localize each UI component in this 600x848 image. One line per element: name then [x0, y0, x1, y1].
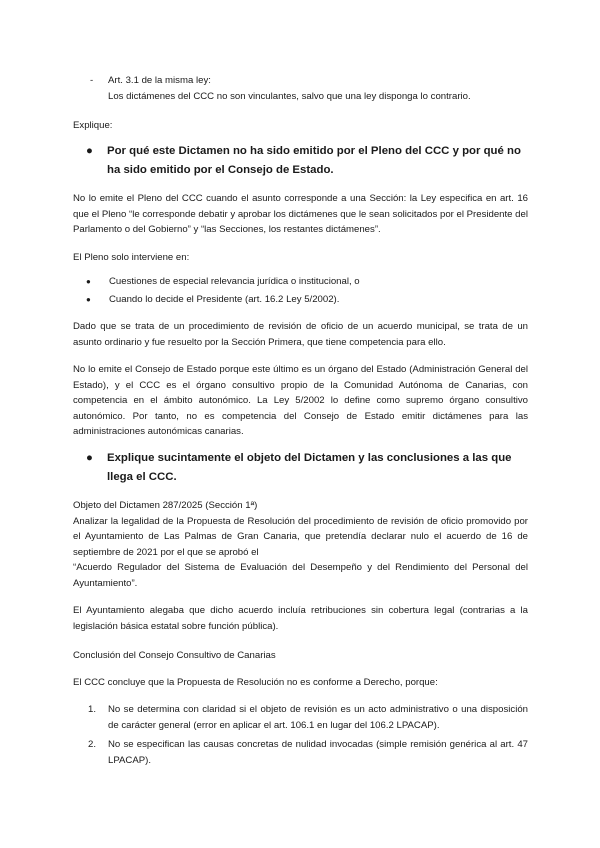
answer-1-paragraph-2: El Pleno solo interviene en:	[73, 252, 190, 263]
answer-1-paragraph-4: No lo emite el Consejo de Estado porque este último es un órgano del Estado (Administración General del Estado), y el CCC es el órgano consultivo propio de la Comunidad Autónoma de Canarias, con competencia en el ámbito autonómico. La Ley 5/2002 lo define como supremo órgano consultivo autonómico. Por tanto, no es competencia del Consejo de Estado emitir dictámenes para las administraciones autonómicas canarias.	[73, 364, 528, 437]
item-number: 1.	[88, 704, 97, 715]
list-item-text: Cuando lo decide el Presidente (art. 16.2 Ley 5/2002).	[109, 294, 340, 305]
answer-1-paragraph-3: Dado que se trata de un procedimiento de revisión de oficio de un acuerdo municipal, se trata de un asunto ordinario y fue resuelto por la Sección Primera, que tiene competencia para ello.	[73, 321, 528, 348]
bullet-icon: ●	[86, 145, 93, 157]
bullet-icon: ●	[86, 277, 91, 286]
item-number: 2.	[88, 739, 97, 750]
conclusion-intro: El CCC concluye que la Propuesta de Resolución no es conforme a Derecho, porque:	[73, 677, 438, 688]
item-text: No se determina con claridad si el objeto de revisión es un acto administrativo o una disposición de carácter general (error en aplicar el art. 106.1 en lugar del 106.2 LPACAP).	[108, 704, 528, 731]
article-text: Los dictámenes del CCC no son vinculantes, salvo que una ley disponga lo contrario.	[108, 90, 471, 102]
conclusion-title: Conclusión del Consejo Consultivo de Canarias	[73, 650, 276, 661]
dash-marker: -	[90, 75, 94, 86]
article-title: Art. 3.1 de la misma ley:	[108, 75, 211, 86]
question-1-text: Por qué este Dictamen no ha sido emitido por el Pleno del CCC y por qué no ha sido emitido por el Consejo de Estado.	[107, 145, 521, 176]
article-citation	[108, 73, 528, 104]
item-text: No se especifican las causas concretas de nulidad invocadas (simple remisión genérica al art. 47 LPACAP).	[108, 739, 528, 766]
alegaba-paragraph: El Ayuntamiento alegaba que dicho acuerdo incluía retribuciones sin cobertura legal (contrarias a la legislación básica estatal sobre función pública).	[73, 605, 528, 632]
objeto-text: Analizar la legalidad de la Propuesta de Resolución del procedimiento de revisión de oficio promovido por el Ayuntamiento de Las Palmas de Gran Canaria, que pretendía declarar nulo el acuerdo de 16 de septiembre de 2021 por el que se aprobó el	[73, 515, 528, 558]
objeto-section	[73, 498, 528, 591]
bullet-icon: ●	[86, 295, 91, 304]
list-item-text: Cuestiones de especial relevancia jurídica o institucional, o	[109, 276, 360, 287]
answer-1-paragraph-1: No lo emite el Pleno del CCC cuando el asunto corresponde a una Sección: la Ley especifica en art. 16 que el Pleno “le corresponde debatir y aprobar los dictámenes que le sean solicitados por el Presidente del Parlamento o del Gobierno” y “las Secciones, los restantes dictámenes”.	[73, 193, 528, 235]
objeto-title: Objeto del Dictamen 287/2025 (Sección 1ª)	[73, 500, 258, 511]
question-2-text: Explique sucintamente el objeto del Dictamen y las conclusiones a las que llega el CCC.	[107, 452, 512, 483]
explique-label: Explique:	[73, 120, 113, 131]
objeto-quote: “Acuerdo Regulador del Sistema de Evaluación del Desempeño y del Rendimiento del Personal del Ayuntamiento”.	[73, 562, 528, 589]
bullet-icon: ●	[86, 452, 93, 464]
